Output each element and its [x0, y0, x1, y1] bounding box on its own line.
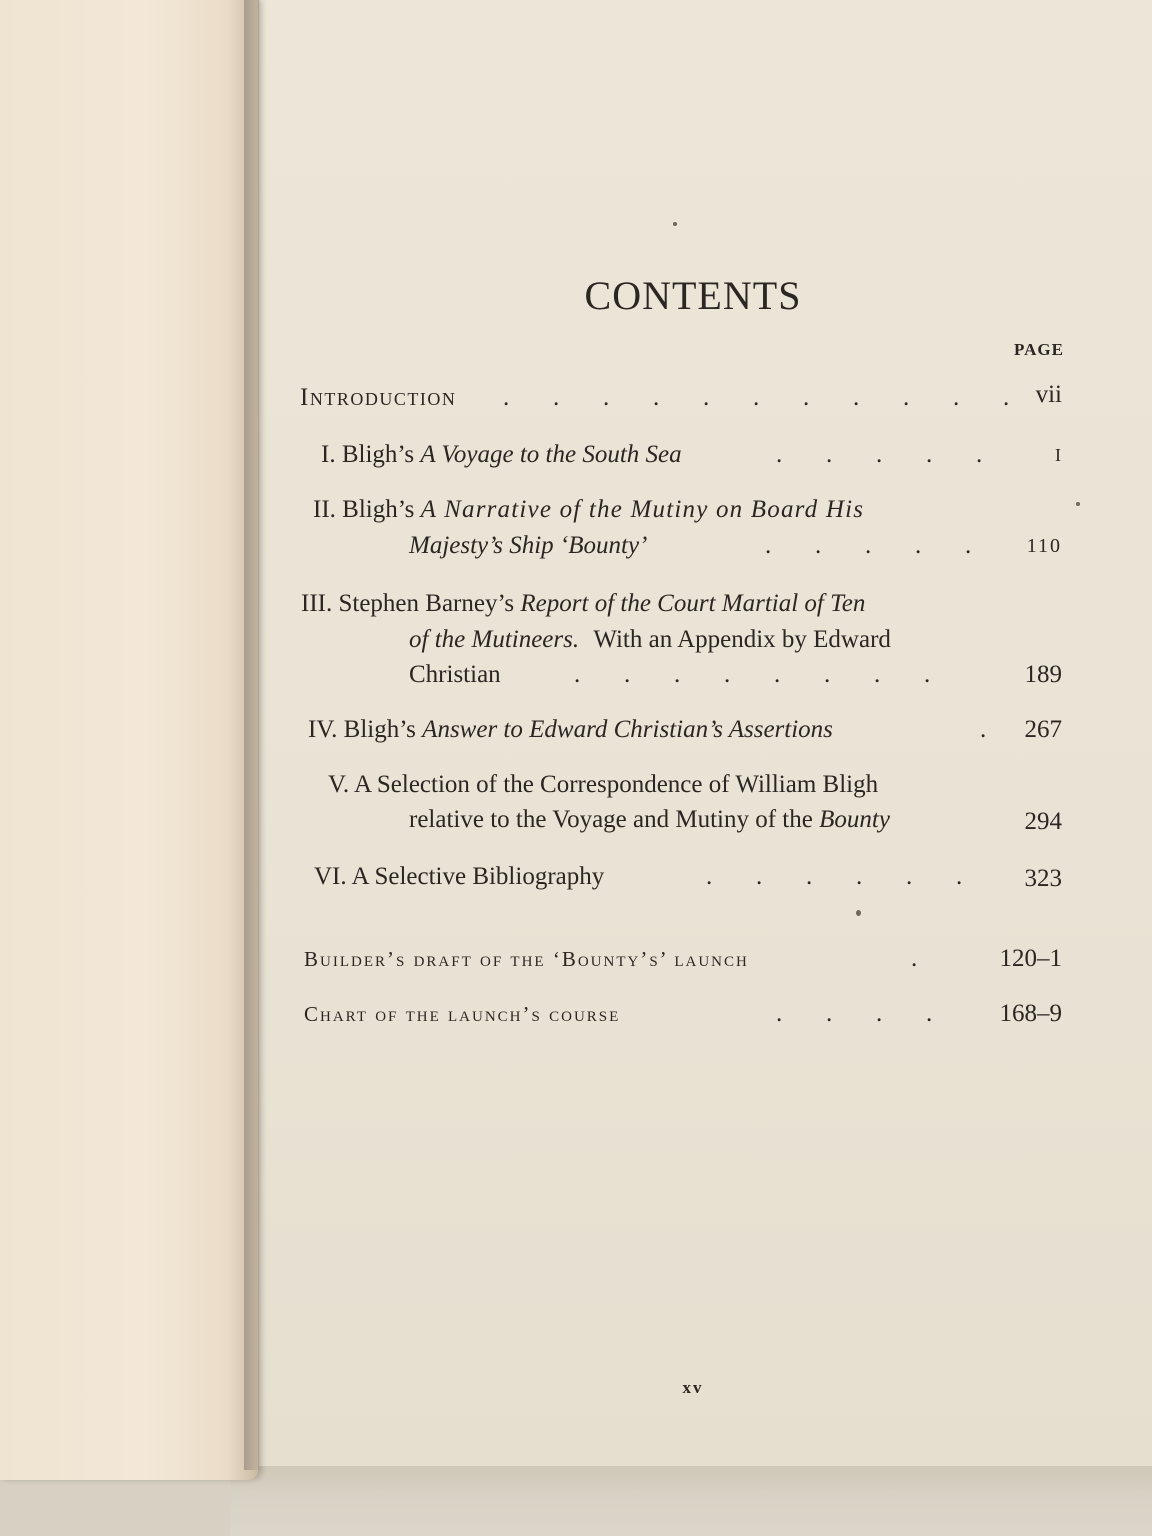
toc-entry-3	[301, 589, 865, 619]
entry-numeral: V.	[328, 771, 350, 798]
paper-speck	[856, 910, 861, 916]
entry-author: Bligh’s	[343, 716, 416, 743]
entry-numeral: II.	[313, 496, 336, 523]
entry-author: Bligh’s	[341, 441, 415, 468]
page-number: 323	[1024, 865, 1062, 892]
page-number: 110	[1026, 535, 1062, 557]
entry-work-title: A Voyage to the South Sea	[420, 441, 682, 468]
leader-dots: . . . . .	[765, 532, 972, 559]
page-number: 267	[1024, 716, 1062, 743]
page-title: CONTENTS	[584, 273, 802, 318]
toc-entry-2	[313, 495, 864, 525]
entry-work-title: Bounty	[819, 806, 890, 833]
page-number: 294	[1024, 808, 1062, 835]
entry-work-title: Report of the Court Martial of Ten	[520, 590, 866, 617]
leader-dots: . . . . . . . . . . .	[503, 384, 1010, 411]
toc-entry-2-continued	[409, 531, 647, 561]
leader-dots: .	[980, 716, 987, 743]
gutter-shadow	[244, 0, 262, 1470]
toc-entry-3-continued	[409, 625, 891, 655]
page-number: vii	[1035, 381, 1062, 408]
toc-entry-6	[314, 862, 604, 892]
toc-entry-3-continued	[409, 660, 501, 690]
leader-dots: . . . .	[776, 1000, 933, 1027]
entry-note: Christian	[409, 661, 501, 688]
entry-note: With an Appendix by Edward	[593, 626, 891, 653]
entry-numeral: I.	[321, 441, 336, 468]
leader-dots: . . . . . .	[706, 863, 963, 890]
leader-dots: . . . . .	[776, 441, 983, 468]
entry-text: A Selection of the Correspondence of William Bligh	[353, 771, 879, 798]
entry-numeral: IV.	[308, 716, 338, 743]
toc-entry-5	[328, 770, 878, 800]
entry-text: A Selective Bibliography	[351, 863, 605, 890]
entry-author: Bligh’s	[342, 496, 415, 523]
page-bottom-edge	[230, 1466, 1152, 1536]
page-number: 189	[1024, 661, 1062, 688]
paper-speck	[1076, 502, 1080, 506]
leader-dots: . . . . . . . .	[574, 661, 931, 688]
entry-numeral: VI.	[314, 863, 347, 890]
page-number: 168–9	[999, 1000, 1062, 1027]
toc-entry-1	[321, 440, 682, 470]
entry-work-title: Answer to Edward Christian’s Assertions	[422, 716, 833, 743]
entry-work-title: of the Mutineers.	[409, 626, 580, 653]
page-number: I	[1055, 445, 1062, 465]
page-number: 120–1	[999, 945, 1062, 972]
toc-entry-5-continued	[409, 805, 890, 835]
entry-author: Stephen Barney’s	[338, 590, 515, 617]
entry-work-title: Majesty’s Ship ‘Bounty’	[409, 532, 648, 559]
entry-text: relative to the Voyage and Mutiny of the	[409, 806, 813, 833]
page-column-heading: PAGE	[1014, 340, 1064, 359]
toc-entry-introduction: Introduction	[300, 384, 457, 411]
entry-work-title: A Narrative of the Mutiny on Board His	[420, 496, 865, 523]
illustration-entry-2: Chart of the launch’s course	[304, 1002, 621, 1026]
toc-entry-4	[308, 715, 833, 745]
paper-speck	[673, 222, 677, 226]
left-page-leaf	[0, 0, 259, 1480]
entry-numeral: III.	[301, 590, 333, 617]
folio-page-number: xv	[682, 1378, 704, 1397]
illustration-entry-1: Builder’s draft of the ‘Bounty’s’ launch	[304, 947, 749, 971]
leader-dots: .	[911, 945, 918, 972]
